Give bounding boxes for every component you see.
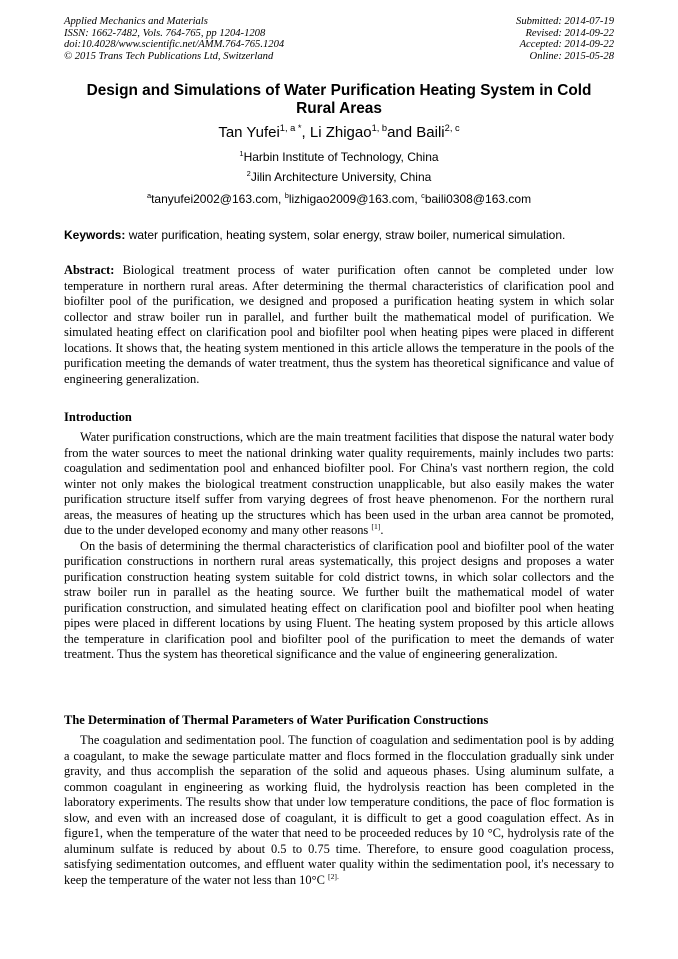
author-superscript: 1, b [371, 123, 388, 133]
author-separator: and [387, 124, 417, 141]
issn-line: ISSN: 1662-7482, Vols. 764-765, pp 1204-1208 [64, 27, 266, 39]
accepted-date: Accepted: 2014-09-22 [519, 39, 614, 51]
email-superscript: c [421, 191, 425, 200]
email-address: baili0308@163.com [424, 192, 532, 206]
abstract-label: Abstract: [64, 263, 115, 277]
email-address: tanyufei2002@163.com, [151, 192, 285, 206]
email-superscript: a [146, 191, 152, 200]
keywords-label: Keywords: [64, 228, 126, 242]
author-name: Tan Yufei [218, 124, 280, 141]
affiliation-superscript: 1 [239, 149, 244, 158]
section-heading-thermal-parameters: The Determination of Thermal Parameters of Water Purification Constructions [64, 713, 489, 727]
author-name: Baili [416, 124, 445, 141]
doi-line: doi:10.4028/www.scientific.net/AMM.764-765.1204 [64, 39, 285, 51]
copyright-line: © 2015 Trans Tech Publications Ltd, Switzerland [64, 50, 274, 62]
paragraph-end: . [380, 523, 384, 537]
email-line [64, 192, 614, 206]
keywords-text: water purification, heating system, solar energy, straw boiler, numerical simulation. [125, 228, 566, 242]
introduction-body [64, 430, 614, 663]
author-superscript: 2, c [444, 123, 460, 133]
abstract [64, 263, 614, 387]
online-date: Online: 2015-05-28 [529, 50, 614, 62]
affiliation-1 [64, 150, 614, 164]
paragraph [64, 430, 614, 539]
author-separator: , [301, 124, 310, 141]
paragraph-text: The coagulation and sedimentation pool. The function of coagulation and sedimentation pool is by adding a coagulant, to make the sewage particulate matter and flocs formed in the flocculation gradually sink under gravity, and thus accomplish the separation of the solid and aqueous phases. Using aluminum sulfate, a common coagulant in engineering as working fluid, the hydrolysis reaction has been completed in the laboratory experiments. The results show that under low temperature conditions, the pace of floc formation is slow, and even with an increased dose of coagulant, it is difficult to get a good coagulation effect. As in figure1, when the temperature of the water that need to be proceeded reduces by 10 °C, hydrolysis rate of the aluminum sulfate is reduced by about 0.5 to 0.75 time. Therefore, to ensure good coagulation process, satisfying sedimentation outcomes, and effluent water quality within the sedimentation pool, it's necessary to keep the temperature of the water not less than 10°C [64, 733, 614, 887]
email-superscript: b [284, 191, 289, 200]
affiliation-text: Harbin Institute of Technology, China [243, 150, 439, 164]
affiliation-2 [64, 170, 614, 184]
author-list [64, 124, 614, 142]
submitted-date: Submitted: 2014-07-19 [516, 16, 614, 27]
revised-date: Revised: 2014-09-22 [525, 27, 614, 39]
author-superscript: 1, a * [279, 123, 302, 133]
citation: [2]. [328, 871, 339, 881]
paragraph: On the basis of determining the thermal characteristics of clarification pool and biofilter pool of the water purification constructions in northern rural areas systematically, this project designs and proposes a water purification construction heating system suitable for cold district towns, in which solar collectors and the straw boiler run in parallel as the heating source. We further built the mathematical model of water purification construction, and simulated heating effect on clarification pool and biofilter pool when heating pipes were placed in different locations by using Fluent. The heating system proposed by this article allows the temperature in clarification pool and biofilter pool of the purification to meet the demands of water treatment. Thus the system has theoretical significance and the value of engineering generalization. [64, 538, 614, 661]
paragraph-text: Water purification constructions, which are the main treatment facilities that dispose the natural water body from the water sources to meet the national drinking water quality requirements, mainly includes two parts: coagulation and sedimentation pool and enhanced biofilter pool. For China's vast northern region, the cold winter not only makes the biological treatment construction unapplicable, but also easily makes the water purification structure itself suffer from varying degrees of frost heave phenomenon. For the northern rural areas, the measures of heating up the structures which has been used in the urban area cannot be promoted, due to the under developed economy and many other reasons [64, 430, 614, 537]
journal-info [64, 16, 284, 62]
abstract-text: Biological treatment process of water purification often cannot be completed under low temperature in northern rural areas. After determining the thermal characteristics of clarification pool and biofilter pool of the purification, we designed and proposed a purification heating system in which solar collector and straw boiler run in parallel, and further built the mathematical model of purification. We simulated heating effect on clarification pool and biofilter pool when heating pipes were placed in different locations. It shows that, the heating system mentioned in this article allows the temperature in the pools of the purification meeting the demands of water treatment, thus the system has theoretical significance and value of engineering generalization. [64, 263, 614, 386]
paper-title: Design and Simulations of Water Purification Heating System in Cold Rural Areas [86, 82, 592, 117]
email-address: lizhigao2009@163.com, [288, 192, 422, 206]
keywords [64, 228, 614, 242]
section2-body [64, 733, 614, 888]
citation: [1] [371, 521, 381, 531]
affiliation-superscript: 2 [246, 169, 251, 178]
author-name: Li Zhigao [309, 124, 372, 141]
submission-dates [516, 16, 614, 62]
journal-name: Applied Mechanics and Materials [64, 16, 208, 27]
section-heading-introduction: Introduction [64, 410, 132, 424]
affiliation-text: Jilin Architecture University, China [250, 170, 432, 184]
paragraph [64, 733, 614, 888]
